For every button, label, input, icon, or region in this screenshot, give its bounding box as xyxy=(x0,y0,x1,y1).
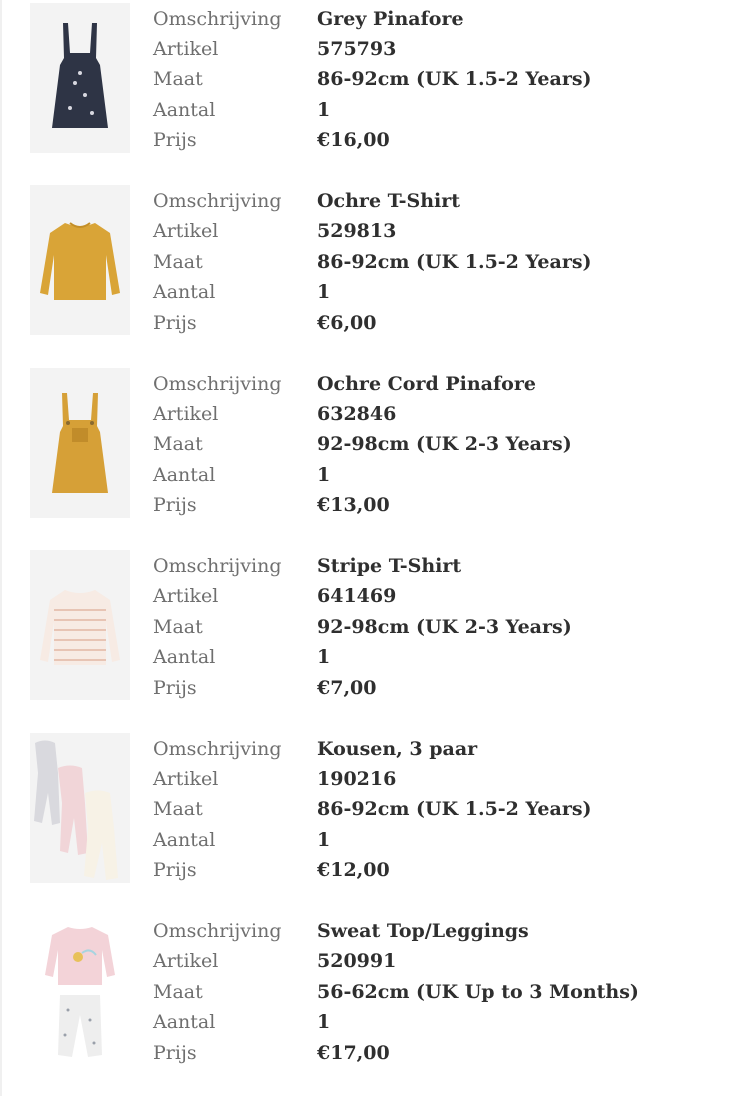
article-label: Artikel xyxy=(153,403,219,425)
order-item xyxy=(0,550,750,710)
quantity-value: 1 xyxy=(317,829,331,851)
article-row xyxy=(0,764,750,794)
description-row xyxy=(0,369,750,399)
size-value: 92-98cm (UK 2-3 Years) xyxy=(317,433,572,455)
article-value: 575793 xyxy=(317,38,397,60)
description-row xyxy=(0,186,750,216)
quantity-label: Aantal xyxy=(153,281,216,303)
size-row xyxy=(0,977,750,1007)
size-row xyxy=(0,794,750,824)
quantity-row xyxy=(0,460,750,490)
size-label: Maat xyxy=(153,251,203,273)
price-value: €16,00 xyxy=(317,129,390,151)
description-label: Omschrijving xyxy=(153,8,282,30)
quantity-value: 1 xyxy=(317,281,331,303)
description-label: Omschrijving xyxy=(153,373,282,395)
size-row xyxy=(0,429,750,459)
size-label: Maat xyxy=(153,981,203,1003)
price-row xyxy=(0,490,750,520)
article-row xyxy=(0,34,750,64)
quantity-value: 1 xyxy=(317,464,331,486)
price-row xyxy=(0,125,750,155)
article-label: Artikel xyxy=(153,220,219,242)
size-label: Maat xyxy=(153,433,203,455)
article-row xyxy=(0,581,750,611)
price-row xyxy=(0,308,750,338)
size-label: Maat xyxy=(153,616,203,638)
description-row xyxy=(0,916,750,946)
price-label: Prijs xyxy=(153,494,197,516)
size-row xyxy=(0,64,750,94)
article-value: 529813 xyxy=(317,220,397,242)
price-row xyxy=(0,673,750,703)
article-value: 190216 xyxy=(317,768,397,790)
description-label: Omschrijving xyxy=(153,555,282,577)
quantity-row xyxy=(0,642,750,672)
quantity-value: 1 xyxy=(317,1011,331,1033)
article-row xyxy=(0,216,750,246)
description-row xyxy=(0,734,750,764)
size-label: Maat xyxy=(153,68,203,90)
quantity-label: Aantal xyxy=(153,1011,216,1033)
price-row xyxy=(0,855,750,885)
description-value: Sweat Top/Leggings xyxy=(317,920,529,942)
price-value: €6,00 xyxy=(317,312,377,334)
quantity-label: Aantal xyxy=(153,464,216,486)
size-value: 86-92cm (UK 1.5-2 Years) xyxy=(317,798,592,820)
price-label: Prijs xyxy=(153,677,197,699)
price-value: €12,00 xyxy=(317,859,390,881)
size-value: 86-92cm (UK 1.5-2 Years) xyxy=(317,251,592,273)
description-value: Ochre Cord Pinafore xyxy=(317,373,536,395)
article-row xyxy=(0,399,750,429)
quantity-row xyxy=(0,277,750,307)
quantity-row xyxy=(0,95,750,125)
order-item xyxy=(0,185,750,345)
description-value: Stripe T-Shirt xyxy=(317,555,462,577)
quantity-row xyxy=(0,1007,750,1037)
description-value: Grey Pinafore xyxy=(317,8,464,30)
price-value: €13,00 xyxy=(317,494,390,516)
article-value: 641469 xyxy=(317,585,397,607)
quantity-label: Aantal xyxy=(153,829,216,851)
order-item xyxy=(0,733,750,893)
description-row xyxy=(0,551,750,581)
size-row xyxy=(0,612,750,642)
size-label: Maat xyxy=(153,798,203,820)
price-label: Prijs xyxy=(153,312,197,334)
price-value: €17,00 xyxy=(317,1042,390,1064)
quantity-value: 1 xyxy=(317,646,331,668)
order-item xyxy=(0,915,750,1075)
size-row xyxy=(0,247,750,277)
article-label: Artikel xyxy=(153,38,219,60)
order-item xyxy=(0,368,750,528)
article-label: Artikel xyxy=(153,585,219,607)
description-value: Kousen, 3 paar xyxy=(317,738,478,760)
price-row xyxy=(0,1038,750,1068)
description-label: Omschrijving xyxy=(153,190,282,212)
quantity-value: 1 xyxy=(317,99,331,121)
article-label: Artikel xyxy=(153,768,219,790)
quantity-row xyxy=(0,825,750,855)
size-value: 86-92cm (UK 1.5-2 Years) xyxy=(317,68,592,90)
description-value: Ochre T-Shirt xyxy=(317,190,461,212)
description-row xyxy=(0,4,750,34)
article-row xyxy=(0,946,750,976)
price-label: Prijs xyxy=(153,859,197,881)
order-item xyxy=(0,3,750,163)
quantity-label: Aantal xyxy=(153,99,216,121)
size-value: 56-62cm (UK Up to 3 Months) xyxy=(317,981,639,1003)
article-value: 632846 xyxy=(317,403,397,425)
price-label: Prijs xyxy=(153,1042,197,1064)
description-label: Omschrijving xyxy=(153,738,282,760)
price-value: €7,00 xyxy=(317,677,377,699)
description-label: Omschrijving xyxy=(153,920,282,942)
quantity-label: Aantal xyxy=(153,646,216,668)
price-label: Prijs xyxy=(153,129,197,151)
size-value: 92-98cm (UK 2-3 Years) xyxy=(317,616,572,638)
article-value: 520991 xyxy=(317,950,397,972)
article-label: Artikel xyxy=(153,950,219,972)
